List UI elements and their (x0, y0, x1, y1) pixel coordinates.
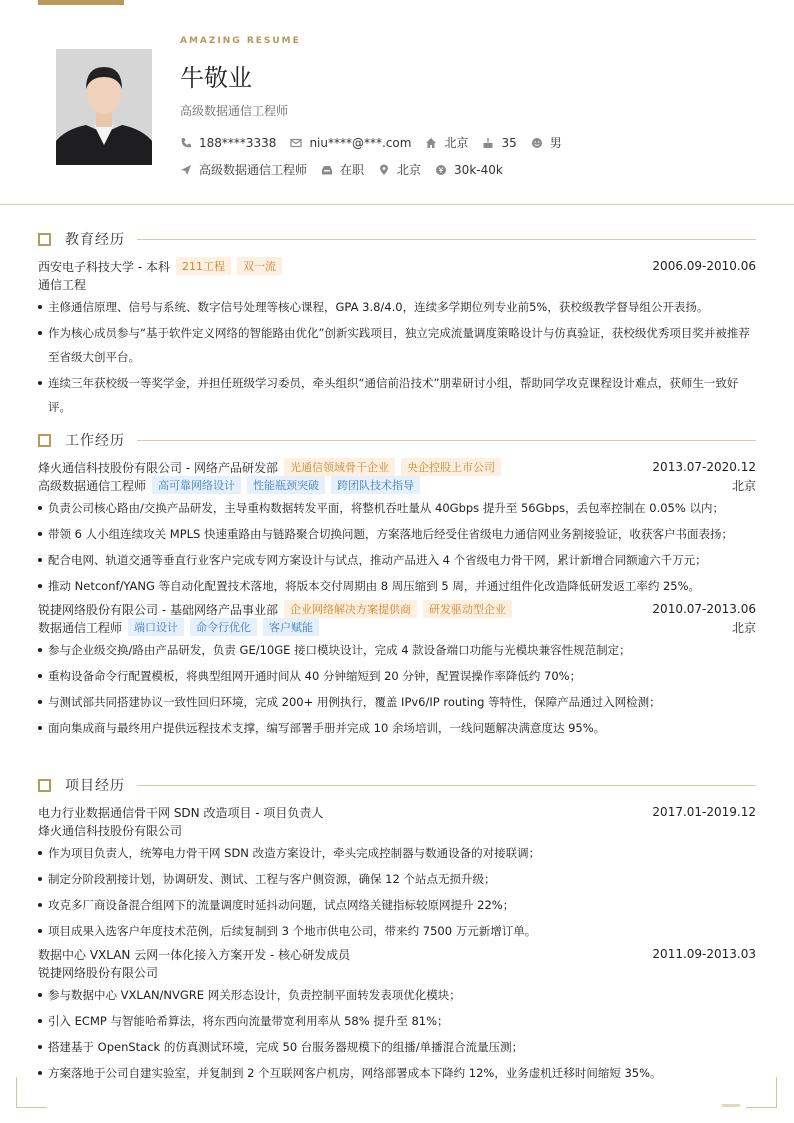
footer-mark (722, 1104, 740, 1107)
project-org: 烽火通信科技股份有限公司 (38, 823, 183, 838)
projects-heading (38, 775, 756, 795)
inbox-icon (321, 164, 333, 176)
phone-text: 188****3338 (199, 135, 277, 150)
skill-tag: 性能瓶颈突破 (247, 476, 325, 494)
list-item: 配合电网、轨道交通等垂直行业客户完成专网方案设计与试点，推动产品进入 4 个省级电力骨干网，累计新增合同额逾六千万元； (38, 548, 756, 572)
status-text: 在职 (340, 163, 365, 177)
home-icon (425, 137, 437, 149)
section-rule (137, 785, 756, 786)
section-marker-icon (38, 779, 51, 792)
intent-position-text: 高级数据通信工程师 (199, 163, 308, 177)
gender-info (531, 134, 562, 151)
location-icon (378, 164, 390, 176)
education-bullets (38, 295, 756, 419)
age-info (482, 136, 516, 150)
company-tag: 企业网络解决方案提供商 (284, 600, 417, 618)
school-tag: 双一流 (237, 257, 282, 275)
list-item: 方案落地于公司自建实验室，并复制到 2 个互联网客户机房，网络部署成本下降约 12%，业务虚机迁移时间缩短 35%。 (38, 1061, 756, 1085)
gender-text: 男 (549, 136, 562, 150)
age-text: 35 (501, 135, 517, 150)
list-item: 负责公司核心路由/交换产品研发，主导重构数据转发平面，将整机吞吐量从 40Gbps 提升至 56Gbps，丢包率控制在 0.05% 以内； (38, 496, 756, 520)
company-name: 烽火通信科技股份有限公司 - 网络产品研发部 (38, 460, 278, 475)
project-org: 锐捷网络股份有限公司 (38, 965, 159, 980)
job-header (38, 458, 756, 476)
list-item: 带领 6 人小组连续攻关 MPLS 快速重路由与链路聚合切换问题，方案落地后经受住省级电力通信网业务割接验证，收获客户书面表扬； (38, 522, 756, 546)
section-title: 项目经历 (65, 778, 125, 794)
work-section (38, 430, 756, 742)
header-divider (0, 204, 794, 205)
resume-header (0, 0, 794, 205)
job-bullets (38, 638, 756, 740)
project-header (38, 803, 756, 821)
profile-photo (56, 49, 152, 165)
job-role-row (38, 618, 756, 636)
job-bullets (38, 496, 756, 598)
job-date: 2010.07-2013.06 (652, 602, 756, 616)
job-intent-row (180, 161, 517, 178)
job-role: 高级数据通信工程师 (38, 478, 147, 493)
list-item: 作为项目负责人，统筹电力骨干网 SDN 改造方案设计，牵头完成控制器与数通设备的对接联调； (38, 841, 756, 865)
project-date: 2017.01-2019.12 (652, 805, 756, 819)
skill-tag: 跨团队技术指导 (331, 476, 420, 494)
list-item: 重构设备命令行配置模板，将典型组网开通时间从 40 分钟缩短到 20 分钟，配置误操作率降低约 70%； (38, 664, 756, 688)
section-marker-icon (38, 233, 51, 246)
email-text: niu****@***.com (309, 135, 412, 150)
section-rule (137, 440, 756, 441)
brand-label: AMAZING RESUME (180, 36, 301, 46)
education-date: 2006.09-2010.06 (652, 259, 756, 273)
skill-tag: 高可靠网络设计 (152, 476, 241, 494)
list-item: 与测试部共同搭建协议一致性回归环境，完成 200+ 用例执行，覆盖 IPv6/IP routing 等特性，保障产品通过入网检测； (38, 690, 756, 714)
skill-tag: 命令行优化 (190, 618, 257, 636)
candidate-title: 高级数据通信工程师 (180, 104, 289, 118)
home-text: 北京 (444, 136, 469, 150)
email-info (290, 136, 411, 150)
intent-city-text: 北京 (397, 163, 422, 177)
project-bullets (38, 841, 756, 943)
section-title: 工作经历 (65, 433, 125, 449)
school-tag: 211工程 (176, 257, 231, 275)
job-date: 2013.07-2020.12 (652, 460, 756, 474)
cake-icon (482, 137, 494, 149)
major: 通信工程 (38, 277, 87, 292)
school-name: 西安电子科技大学 - 本科 (38, 259, 170, 274)
job-city: 北京 (731, 620, 756, 635)
list-item: 制定分阶段割接计划，协调研发、测试、工程与客户侧资源，确保 12 个站点无损升级； (38, 867, 756, 891)
company-tag: 研发驱动型企业 (423, 600, 512, 618)
project-name: 数据中心 VXLAN 云网一体化接入方案开发 - 核心研发成员 (38, 947, 351, 962)
project-date: 2011.09-2013.03 (652, 947, 756, 961)
list-item: 连续三年获校级一等奖学金，并担任班级学习委员，牵头组织“通信前沿技术”朋辈研讨小组，帮助同学攻克课程设计难点，获师生一致好评。 (38, 371, 756, 419)
list-item: 项目成果入选客户年度技术范例，后续复制到 3 个地市供电公司，带来约 7500 万元新增订单。 (38, 919, 756, 943)
education-section (38, 229, 756, 421)
coin-icon (435, 164, 447, 176)
send-icon (180, 164, 192, 176)
corner-decoration (16, 1077, 47, 1108)
section-rule (137, 239, 756, 240)
phone-info (180, 136, 276, 150)
section-title: 教育经历 (65, 232, 125, 248)
list-item: 引入 ECMP 与智能哈希算法，将东西向流量带宽利用率从 58% 提升至 81%； (38, 1009, 756, 1033)
gender-icon (531, 137, 543, 149)
skill-tag: 端口设计 (128, 618, 184, 636)
skill-tag: 客户赋能 (263, 618, 319, 636)
salary-text: 30k-40k (454, 162, 503, 177)
project-header (38, 945, 756, 963)
list-item: 参与企业级交换/路由产品研发，负责 GE/10GE 接口模块设计，完成 4 款设备端口功能与光模块兼容性规范制定； (38, 638, 756, 662)
job-role-row (38, 476, 756, 494)
list-item: 搭建基于 OpenStack 的仿真测试环境，完成 50 台服务器规模下的组播/单播混合流量压测； (38, 1035, 756, 1059)
phone-icon (180, 137, 192, 149)
candidate-name: 牛敬业 (180, 64, 252, 92)
project-name: 电力行业数据通信骨干网 SDN 改造项目 - 项目负责人 (38, 805, 324, 820)
job-role: 数据通信工程师 (38, 620, 123, 635)
projects-section (38, 775, 756, 1087)
job-city: 北京 (731, 478, 756, 493)
list-item: 作为核心成员参与“基于软件定义网络的智能路由优化”创新实践项目，独立完成流量调度策略设计与仿真验证，获校级优秀项目奖并被推荐至省级大创平台。 (38, 321, 756, 369)
company-name: 锐捷网络股份有限公司 - 基础网络产品事业部 (38, 602, 278, 617)
corner-decoration (746, 1077, 777, 1108)
status-info (321, 161, 364, 178)
company-tag: 光通信领域骨干企业 (284, 458, 395, 476)
intent-city-info (378, 161, 421, 178)
contact-row (180, 134, 576, 151)
mail-icon (290, 137, 302, 149)
work-heading (38, 430, 756, 450)
home-info (425, 134, 468, 151)
list-item: 攻克多厂商设备混合组网下的流量调度时延抖动问题，试点网络关键指标较原网提升 22%； (38, 893, 756, 917)
company-tag: 央企控股上市公司 (401, 458, 501, 476)
list-item: 主修通信原理、信号与系统、数字信号处理等核心课程，GPA 3.8/4.0，连续多学期位列专业前5%，获校级教学督导组公开表扬。 (38, 295, 756, 319)
education-entry-header (38, 257, 756, 275)
project-bullets (38, 983, 756, 1085)
salary-info (435, 163, 503, 177)
list-item: 面向集成商与最终用户提供远程技术支撑，编写部署手册并完成 10 余场培训，一线问题解决满意度达 95%。 (38, 716, 756, 740)
list-item: 参与数据中心 VXLAN/NVGRE 网关形态设计，负责控制平面转发表项优化模块； (38, 983, 756, 1007)
intent-position-info (180, 161, 307, 178)
section-marker-icon (38, 434, 51, 447)
job-header (38, 600, 756, 618)
education-heading (38, 229, 756, 249)
list-item: 推动 Netconf/YANG 等自动化配置技术落地，将版本交付周期由 8 周压缩到 5 周，并通过组件化改造降低研发返工率约 25%。 (38, 574, 756, 598)
